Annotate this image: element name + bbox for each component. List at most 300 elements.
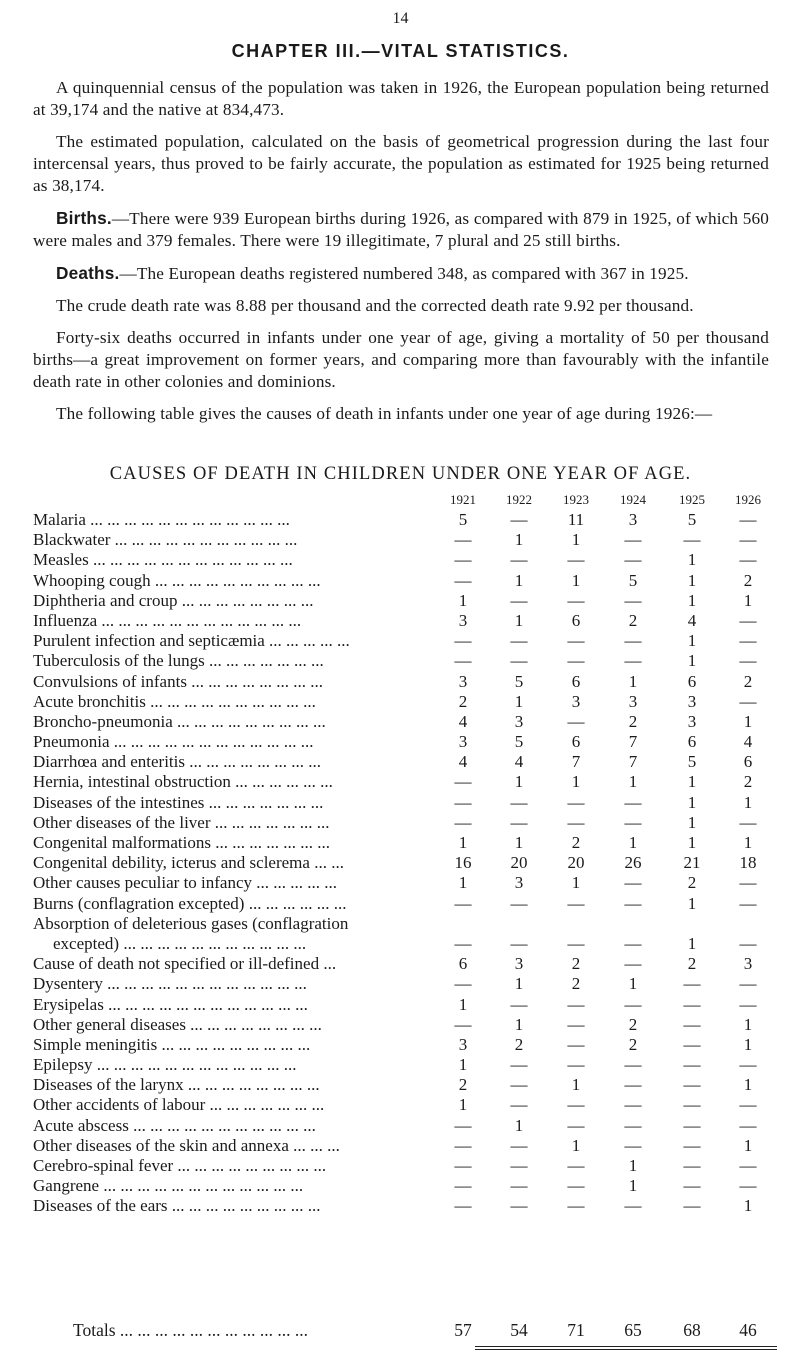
table-row — [33, 772, 793, 792]
row-value: 2 — [743, 570, 753, 590]
paragraph-text: —There were 939 European births during 1926, as compared with 879 in 1925, of which 560 were males and 379 females. There were 19 illegitimate, 7 plural and 25 still births. — [33, 209, 769, 250]
row-value: — — [510, 792, 528, 812]
row-value: — — [454, 772, 472, 792]
row-value: 1 — [514, 1014, 524, 1034]
table-row — [33, 813, 793, 833]
paragraph — [33, 403, 769, 425]
row-value: — — [454, 530, 472, 550]
row-value: — — [683, 530, 701, 550]
row-value: — — [624, 530, 642, 550]
row-value: 1 — [743, 1034, 753, 1054]
row-value: 7 — [628, 752, 638, 772]
totals-value: 57 — [454, 1320, 472, 1340]
year-column-header: 1924 — [620, 492, 646, 507]
row-value: 2 — [571, 954, 581, 974]
row-value: — — [739, 974, 757, 994]
paragraph-text: The following table gives the causes of death in infants under one year of age during 1926:— — [56, 404, 713, 423]
row-value: — — [454, 792, 472, 812]
row-value: 6 — [571, 671, 581, 691]
row-label: Simple meningitis ... ... ... ... ... ... ... ... ... — [33, 1034, 311, 1054]
table-row — [33, 611, 793, 631]
table-row — [33, 550, 793, 570]
row-value: 1 — [458, 1095, 468, 1115]
table-year-header — [0, 492, 801, 510]
table-row — [33, 1116, 793, 1136]
row-value: — — [739, 994, 757, 1014]
row-label: Diseases of the intestines ... ... ... ... ... ... ... — [33, 792, 324, 812]
row-value: — — [624, 1055, 642, 1075]
row-value: — — [683, 974, 701, 994]
row-value: 2 — [743, 772, 753, 792]
table-row — [33, 631, 793, 651]
row-value: 5 — [458, 510, 468, 529]
row-label: Burns (conflagration excepted) ... ... ... ... ... ... — [33, 893, 347, 913]
table-row — [33, 974, 793, 994]
row-value: — — [510, 812, 528, 832]
row-value: 21 — [683, 853, 701, 873]
table-row — [33, 591, 793, 611]
totals-value: 68 — [683, 1320, 701, 1340]
row-value: — — [624, 590, 642, 610]
row-label: excepted) ... ... ... ... ... ... ... ... ... ... ... — [53, 933, 307, 953]
row-value: 2 — [628, 1014, 638, 1034]
row-value: 1 — [514, 691, 524, 711]
row-value: — — [739, 1115, 757, 1135]
row-value: — — [624, 893, 642, 913]
row-label: Other diseases of the skin and annexa ... ... ... — [33, 1135, 340, 1155]
row-value: 1 — [687, 933, 697, 953]
paragraph — [33, 262, 769, 285]
row-label: Whooping cough ... ... ... ... ... ... ... ... ... ... — [33, 570, 321, 590]
row-value: — — [510, 550, 528, 570]
row-value: — — [683, 1156, 701, 1175]
row-value: 4 — [458, 711, 468, 731]
row-value: — — [454, 933, 472, 953]
row-value: — — [739, 893, 757, 913]
row-value: — — [624, 873, 642, 893]
row-value: — — [624, 812, 642, 832]
row-value: 1 — [687, 772, 697, 792]
row-value: — — [624, 1115, 642, 1135]
row-value: — — [683, 1055, 701, 1075]
row-value: — — [454, 1135, 472, 1155]
row-value: 1 — [514, 570, 524, 590]
totals-value: 46 — [739, 1320, 757, 1340]
row-value: — — [683, 1014, 701, 1034]
paragraph — [33, 327, 769, 393]
row-label: Absorption of deleterious gases (conflagration — [33, 913, 349, 933]
row-value: — — [510, 590, 528, 610]
row-value: 3 — [514, 873, 524, 893]
row-label: Other diseases of the liver ... ... ... ... ... ... ... — [33, 812, 330, 832]
paragraph-text: The estimated population, calculated on the basis of geometrical progression during the last four intercensal years, thus proved to be fairly accurate, the population as estimated for 1925 being returned as 38,174. — [33, 132, 769, 195]
row-value: 1 — [687, 550, 697, 570]
table-row — [33, 1196, 793, 1216]
table-row — [33, 1015, 793, 1035]
row-value: 3 — [458, 732, 468, 752]
row-value: — — [567, 1014, 585, 1034]
row-value: — — [624, 994, 642, 1014]
row-value: 1 — [687, 893, 697, 913]
table-row — [33, 1035, 793, 1055]
row-value: — — [454, 1176, 472, 1196]
table-row — [33, 1075, 793, 1095]
row-value: — — [739, 933, 757, 953]
table-row — [33, 1176, 793, 1196]
row-label: Diarrhœa and enteritis ... ... ... ... ... ... ... ... — [33, 752, 321, 772]
row-value: 1 — [514, 974, 524, 994]
row-value: 6 — [743, 752, 753, 772]
row-value: — — [624, 1196, 642, 1216]
row-label: Other causes peculiar to infancy ... ... ... ... ... — [33, 873, 338, 893]
row-value: 2 — [687, 873, 697, 893]
table-row — [33, 1055, 793, 1075]
row-value: — — [624, 651, 642, 671]
row-value: 3 — [687, 711, 697, 731]
row-value: — — [739, 610, 757, 630]
row-value: 1 — [571, 772, 581, 792]
row-value: 7 — [571, 752, 581, 772]
row-value: — — [567, 792, 585, 812]
row-value: — — [624, 550, 642, 570]
row-label: Acute abscess ... ... ... ... ... ... ... ... ... ... ... — [33, 1115, 316, 1135]
row-label: Hernia, intestinal obstruction ... ... ... ... ... ... — [33, 772, 333, 792]
row-value: — — [739, 691, 757, 711]
table-row — [33, 954, 793, 974]
table-row — [33, 1136, 793, 1156]
row-value: 1 — [628, 1176, 638, 1196]
row-value: 1 — [743, 1014, 753, 1034]
paragraph — [33, 131, 769, 197]
row-value: 1 — [687, 651, 697, 671]
row-value: 1 — [687, 570, 697, 590]
paragraph-text: Forty-six deaths occurred in infants under one year of age, giving a mortality of 50 per thousand births—a great improvement on former years, and comparing more than favourably with the infantile death rate in other colonies and dominions. — [33, 328, 769, 391]
table-row — [33, 672, 793, 692]
row-value: — — [510, 651, 528, 671]
row-value: 5 — [687, 510, 697, 529]
row-value: 2 — [743, 671, 753, 691]
totals-value: 54 — [510, 1320, 528, 1340]
row-value: 1 — [458, 994, 468, 1014]
row-value: 5 — [628, 570, 638, 590]
table-row — [33, 732, 793, 752]
year-column-header: 1922 — [506, 492, 532, 507]
year-column-header: 1926 — [735, 492, 761, 507]
row-label: Blackwater ... ... ... ... ... ... ... ... ... ... ... — [33, 530, 298, 550]
table-row — [33, 530, 793, 550]
row-value: 20 — [510, 853, 528, 873]
row-value: — — [683, 1034, 701, 1054]
totals-label: Totals ... ... ... ... ... ... ... ... ... ... ... — [73, 1320, 309, 1340]
row-label: Erysipelas ... ... ... ... ... ... ... ... ... ... ... ... — [33, 994, 308, 1014]
row-value: — — [454, 1196, 472, 1216]
row-value: — — [510, 1095, 528, 1115]
row-value: 6 — [687, 732, 697, 752]
row-value: 2 — [628, 711, 638, 731]
row-value: — — [624, 933, 642, 953]
row-value: — — [739, 812, 757, 832]
table-body — [33, 510, 793, 1217]
table-row — [33, 1095, 793, 1115]
row-value: — — [683, 1176, 701, 1196]
row-value: 1 — [514, 772, 524, 792]
row-value: 2 — [458, 1075, 468, 1095]
row-value: 3 — [743, 954, 753, 974]
paragraph-lead: Births. — [56, 208, 112, 228]
row-value: — — [510, 1075, 528, 1095]
row-value: 1 — [458, 873, 468, 893]
row-label: Cause of death not specified or ill-defined ... — [33, 954, 337, 974]
row-value: 1 — [687, 833, 697, 852]
row-value: 2 — [514, 1034, 524, 1054]
row-value: — — [683, 1115, 701, 1135]
row-label: Influenza ... ... ... ... ... ... ... ... ... ... ... ... — [33, 610, 302, 630]
table-row — [33, 712, 793, 732]
row-value: 1 — [687, 812, 697, 832]
row-value: 3 — [571, 691, 581, 711]
row-value: 26 — [624, 853, 642, 873]
row-value: — — [683, 1075, 701, 1095]
row-value: — — [567, 994, 585, 1014]
row-value: 4 — [687, 610, 697, 630]
row-value: — — [567, 1156, 585, 1175]
row-value: — — [510, 510, 528, 529]
row-value: 3 — [458, 610, 468, 630]
page-number: 14 — [392, 10, 409, 27]
year-column-header: 1921 — [450, 492, 476, 507]
row-value: — — [510, 1135, 528, 1155]
row-value: — — [739, 651, 757, 671]
row-value: 1 — [571, 1075, 581, 1095]
row-value: 3 — [458, 1034, 468, 1054]
row-value: — — [624, 792, 642, 812]
row-value: 7 — [628, 732, 638, 752]
row-value: 1 — [687, 590, 697, 610]
row-value: 6 — [687, 671, 697, 691]
row-value: 5 — [514, 732, 524, 752]
table-row — [33, 995, 793, 1015]
row-value: 1 — [743, 1196, 753, 1216]
row-value: 3 — [458, 671, 468, 691]
row-value: — — [567, 933, 585, 953]
row-value: — — [739, 873, 757, 893]
row-value: — — [567, 1055, 585, 1075]
row-value: — — [567, 550, 585, 570]
row-value: — — [454, 1014, 472, 1034]
row-value: 1 — [628, 833, 638, 852]
row-value: 1 — [743, 1135, 753, 1155]
row-value: — — [510, 994, 528, 1014]
row-value: — — [567, 1196, 585, 1216]
row-value: 1 — [743, 590, 753, 610]
row-value: — — [739, 550, 757, 570]
row-value: 2 — [628, 1034, 638, 1054]
row-value: — — [567, 651, 585, 671]
row-value: 1 — [458, 833, 468, 852]
row-label: Other accidents of labour ... ... ... ... ... ... ... — [33, 1095, 325, 1115]
row-value: — — [683, 994, 701, 1014]
row-value: 1 — [571, 873, 581, 893]
row-value: 20 — [567, 853, 585, 873]
row-value: — — [567, 711, 585, 731]
row-value: 1 — [628, 1156, 638, 1175]
paragraph — [33, 77, 769, 121]
row-value: — — [454, 974, 472, 994]
row-value: — — [683, 1095, 701, 1115]
paragraph-text: —The European deaths registered numbered 348, as compared with 367 in 1925. — [119, 264, 689, 283]
row-value: 5 — [514, 671, 524, 691]
row-value: 4 — [458, 752, 468, 772]
row-value: — — [454, 570, 472, 590]
row-value: 1 — [571, 1135, 581, 1155]
row-value: 1 — [628, 671, 638, 691]
row-label: Cerebro-spinal fever ... ... ... ... ... ... ... ... ... — [33, 1156, 327, 1175]
row-value: 6 — [571, 732, 581, 752]
row-value: 1 — [687, 792, 697, 812]
row-value: 3 — [628, 510, 638, 529]
row-value: — — [454, 1156, 472, 1175]
row-value: 1 — [743, 792, 753, 812]
table-row — [33, 1156, 793, 1176]
row-value: — — [624, 1095, 642, 1115]
row-value: 2 — [571, 833, 581, 852]
row-value: — — [567, 893, 585, 913]
row-value: 1 — [743, 833, 753, 852]
year-column-header: 1923 — [563, 492, 589, 507]
row-value: 11 — [567, 510, 585, 529]
row-value: 1 — [571, 570, 581, 590]
row-value: 1 — [514, 530, 524, 550]
row-label: Tuberculosis of the lungs ... ... ... ... ... ... ... — [33, 651, 324, 671]
row-value: — — [454, 550, 472, 570]
row-value: — — [454, 812, 472, 832]
table-row — [33, 833, 793, 853]
row-value: — — [739, 1095, 757, 1115]
row-value: — — [739, 530, 757, 550]
row-label: Diseases of the larynx ... ... ... ... ... ... ... ... — [33, 1075, 320, 1095]
row-value: — — [510, 1176, 528, 1196]
row-value: 1 — [743, 1075, 753, 1095]
row-value: 4 — [514, 752, 524, 772]
row-value: — — [567, 631, 585, 651]
table-title: CAUSES OF DEATH IN CHILDREN UNDER ONE YEAR OF AGE. — [109, 464, 692, 484]
row-value: 1 — [514, 610, 524, 630]
row-value: 1 — [628, 974, 638, 994]
row-value: — — [739, 1055, 757, 1075]
row-label: Broncho-pneumonia ... ... ... ... ... ... ... ... ... — [33, 711, 326, 731]
row-label: Gangrene ... ... ... ... ... ... ... ... ... ... ... ... — [33, 1176, 304, 1196]
row-value: — — [624, 1135, 642, 1155]
row-value: — — [624, 1075, 642, 1095]
row-value: — — [683, 1196, 701, 1216]
row-value: — — [567, 1115, 585, 1135]
row-value: — — [739, 510, 757, 529]
row-value: — — [510, 933, 528, 953]
table-row — [33, 934, 793, 954]
row-value: — — [567, 590, 585, 610]
prose-section — [33, 77, 769, 435]
row-label: Diseases of the ears ... ... ... ... ... ... ... ... ... — [33, 1196, 321, 1216]
row-value: 3 — [628, 691, 638, 711]
table-row — [33, 571, 793, 591]
paragraph-text: The crude death rate was 8.88 per thousand and the corrected death rate 9.92 per thousand. — [56, 296, 694, 315]
row-value: — — [567, 1095, 585, 1115]
row-value: — — [454, 893, 472, 913]
paragraph — [33, 295, 769, 317]
row-value: 2 — [458, 691, 468, 711]
table-row — [33, 793, 793, 813]
row-value: 1 — [687, 631, 697, 651]
row-value: — — [510, 631, 528, 651]
table-row — [33, 873, 793, 893]
row-value: — — [567, 1034, 585, 1054]
totals-row — [33, 1320, 793, 1342]
row-label: Other general diseases ... ... ... ... ... ... ... ... — [33, 1014, 322, 1034]
row-value: 18 — [739, 853, 757, 873]
row-value: — — [624, 631, 642, 651]
row-value: — — [510, 1055, 528, 1075]
row-value: 2 — [628, 610, 638, 630]
row-value: — — [567, 1176, 585, 1196]
row-value: 1 — [458, 590, 468, 610]
row-value: 2 — [571, 974, 581, 994]
totals-value: 71 — [567, 1320, 585, 1340]
row-value: 1 — [628, 772, 638, 792]
table-row — [33, 894, 793, 914]
paragraph-text: A quinquennial census of the population was taken in 1926, the European population being returned at 39,174 and the native at 834,473. — [33, 78, 769, 119]
table-row — [33, 692, 793, 712]
row-label: Purulent infection and septicæmia ... ... ... ... ... — [33, 631, 350, 651]
row-value: 6 — [458, 954, 468, 974]
row-value: — — [510, 1156, 528, 1175]
row-value: — — [624, 954, 642, 974]
row-value: 3 — [687, 691, 697, 711]
totals-double-rule — [475, 1346, 777, 1350]
row-label: Dysentery ... ... ... ... ... ... ... ... ... ... ... ... — [33, 974, 307, 994]
row-value: 3 — [514, 711, 524, 731]
row-value: 4 — [743, 732, 753, 752]
row-value: 2 — [687, 954, 697, 974]
chapter-title: CHAPTER III.—VITAL STATISTICS. — [231, 41, 570, 61]
row-label: Acute bronchitis ... ... ... ... ... ... ... ... ... ... — [33, 691, 316, 711]
row-value: 16 — [454, 853, 472, 873]
row-value: — — [510, 893, 528, 913]
table-row — [33, 651, 793, 671]
row-value: 3 — [514, 954, 524, 974]
row-value: 1 — [514, 833, 524, 852]
row-label: Measles ... ... ... ... ... ... ... ... ... ... ... ... — [33, 550, 293, 570]
row-value: — — [454, 651, 472, 671]
row-value: 1 — [514, 1115, 524, 1135]
totals-value: 65 — [624, 1320, 642, 1340]
year-column-header: 1925 — [679, 492, 705, 507]
row-label: Congenital malformations ... ... ... ... ... ... ... — [33, 833, 330, 852]
table-row — [33, 853, 793, 873]
row-label: Diphtheria and croup ... ... ... ... ... ... ... ... — [33, 590, 314, 610]
row-value: — — [567, 812, 585, 832]
row-value: — — [454, 631, 472, 651]
row-label: Convulsions of infants ... ... ... ... ... ... ... ... — [33, 671, 323, 691]
paragraph-lead: Deaths. — [56, 263, 120, 283]
table-row — [33, 752, 793, 772]
row-value: — — [739, 1176, 757, 1196]
row-label: Pneumonia ... ... ... ... ... ... ... ... ... ... ... ... — [33, 732, 314, 752]
table-row — [33, 510, 793, 530]
row-value: — — [683, 1135, 701, 1155]
row-value: 1 — [743, 711, 753, 731]
table-row — [33, 914, 793, 934]
row-label: Congenital debility, icterus and sclerema ... ... — [33, 853, 344, 873]
